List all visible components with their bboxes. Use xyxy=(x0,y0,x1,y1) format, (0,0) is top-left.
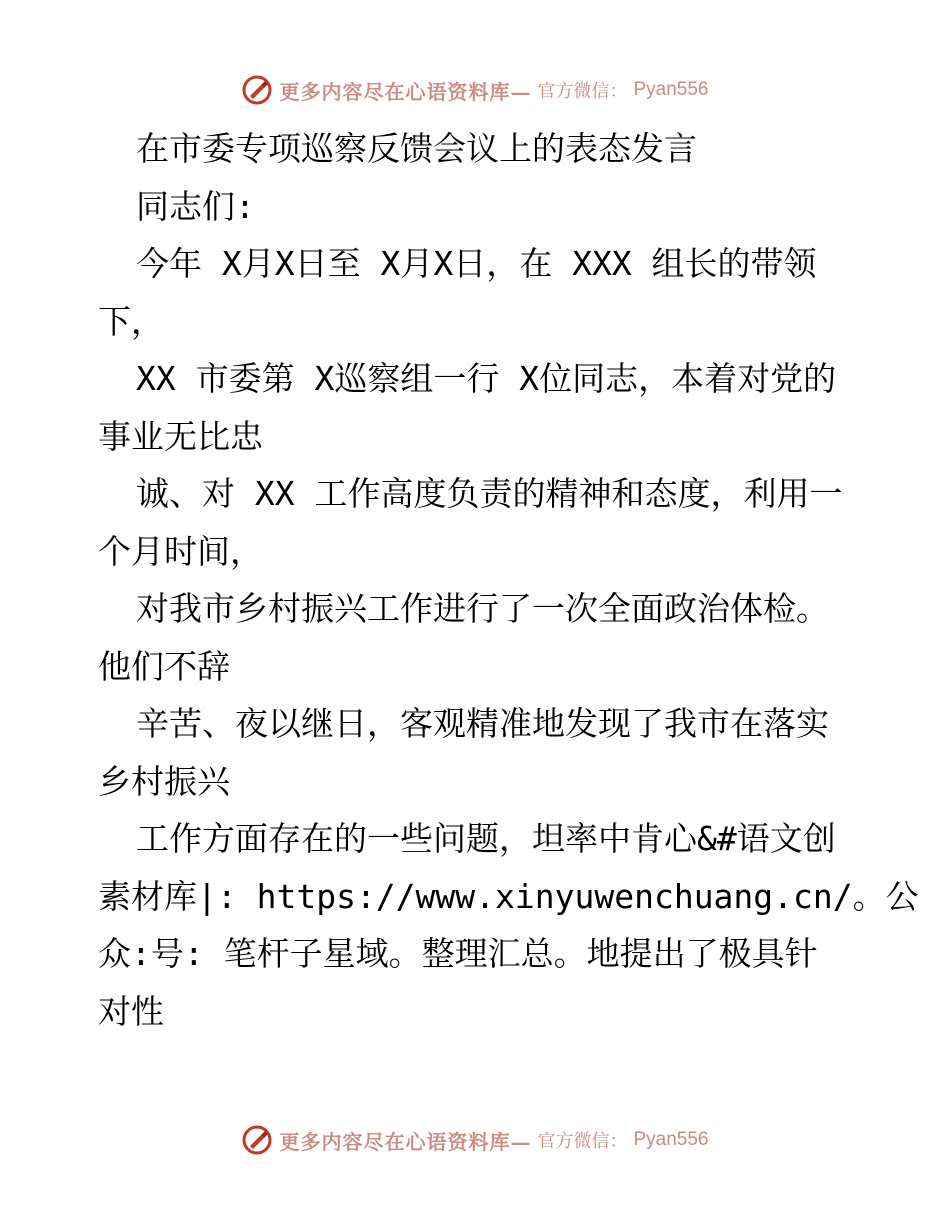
header-wechat-account: Pyan556 xyxy=(633,79,709,100)
paragraph-line: 对性 xyxy=(98,991,164,1031)
footer-wechat-account: Pyan556 xyxy=(633,1129,709,1150)
document-body xyxy=(98,120,919,1040)
paragraph-line: 事业无比忠 xyxy=(98,416,263,456)
header-wechat-label: 官方微信： xyxy=(537,81,628,102)
footer-wechat-label: 官方微信： xyxy=(537,1131,628,1152)
header-brand-text: 更多内容尽在心语资料库— xyxy=(279,79,532,104)
header-watermark-banner xyxy=(0,70,950,110)
paragraph-line: 诚、对 XX 工作高度负责的精神和态度，利用一 xyxy=(136,474,843,513)
paragraph-line: 今年 X月X日至 X月X日，在 XXX 组长的带领 xyxy=(136,244,817,283)
footer-brand-text: 更多内容尽在心语资料库— xyxy=(279,1129,532,1154)
paragraph-line: 下， xyxy=(98,301,164,341)
paragraph-line: 对我市乡村振兴工作进行了一次全面政治体检。 xyxy=(136,589,829,628)
paragraph-line: 工作方面存在的一些问题，坦率中肯心&#语文创 xyxy=(136,819,836,858)
footer-watermark-banner xyxy=(0,1120,950,1160)
paragraph-line: 辛苦、夜以继日，客观精准地发现了我市在落实 xyxy=(136,704,829,743)
paragraph-line: 个月时间， xyxy=(98,531,263,571)
document-title: 在市委专项巡察反馈会议上的表态发言 xyxy=(136,129,697,168)
paragraph-line: 乡村振兴 xyxy=(98,761,230,801)
paragraph-line: 素材库|: https://www.xinyuwenchuang.cn/。公 xyxy=(98,876,919,916)
paragraph-line: 他们不辞 xyxy=(98,646,230,686)
paragraph-line: 众:号: 笔杆子星域。整理汇总。地提出了极具针 xyxy=(98,934,818,973)
paragraph-line: XX 市委第 X巡察组一行 X位同志，本着对党的 xyxy=(136,359,837,398)
pen-logo-icon xyxy=(241,74,273,106)
pen-logo-icon xyxy=(241,1124,273,1156)
salutation: 同志们: xyxy=(136,186,255,226)
